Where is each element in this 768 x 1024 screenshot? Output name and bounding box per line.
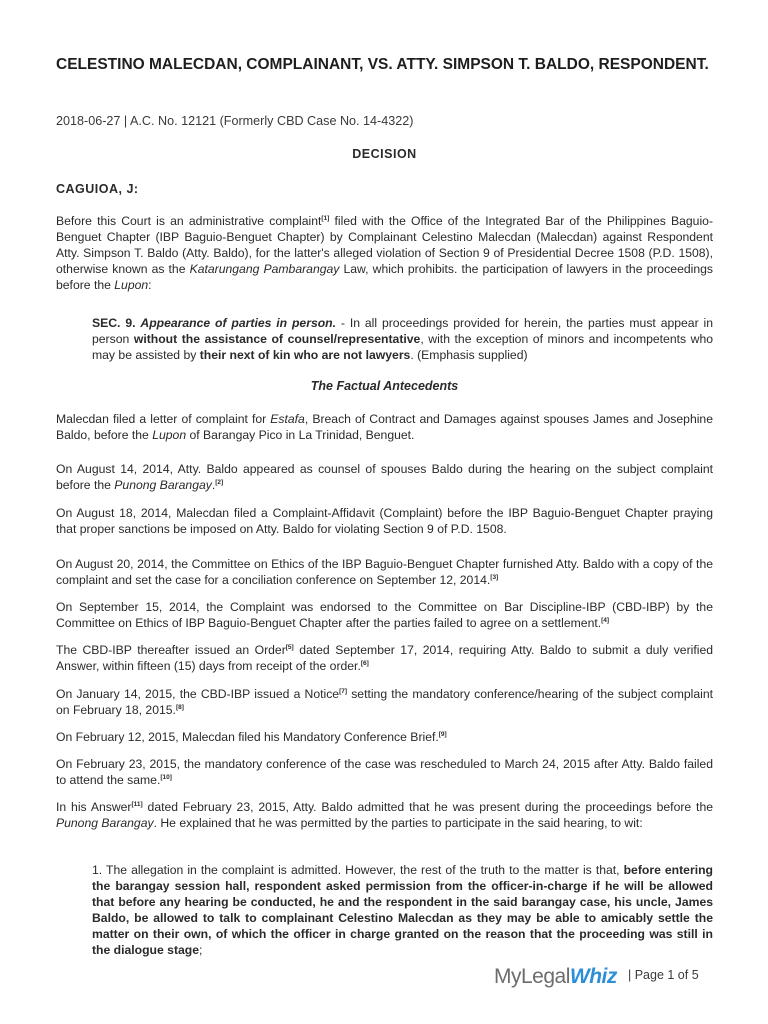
- footnote-ref[interactable]: [7]: [339, 688, 348, 695]
- paragraph-sep15: On September 15, 2014, the Complaint was endorsed to the Committee on Bar Discipline-IBP (CBD-IBP) by the Committee on Ethics of IBP Baguio-Benguet Chapter after the parties failed to agree on a settlement.[4]: [56, 600, 713, 630]
- footnote-ref[interactable]: [3]: [490, 574, 499, 581]
- footnote-ref[interactable]: [4]: [601, 617, 610, 624]
- footnote-ref[interactable]: [6]: [360, 660, 369, 667]
- paragraph-notice: On January 14, 2015, the CBD-IBP issued a Notice[7] setting the mandatory conference/hearing of the subject complaint on February 18, 2015.[8]: [56, 687, 713, 717]
- paragraph-aug20: On August 20, 2014, the Committee on Ethics of the IBP Baguio-Benguet Chapter furnished Atty. Baldo with a copy of the complaint and set the case for a conciliation conference on September 12, 2014.[3]: [56, 557, 713, 587]
- mylegalwhiz-logo[interactable]: MyLegalWhiz: [494, 965, 617, 988]
- case-title: CELESTINO MALECDAN, COMPLAINANT, VS. ATTY. SIMPSON T. BALDO, RESPONDENT.: [56, 56, 709, 73]
- page-footer: [494, 964, 724, 990]
- paragraph-order: The CBD-IBP thereafter issued an Order[5] dated September 17, 2014, requiring Atty. Baldo to submit a duly verified Answer, within fifteen (15) days from receipt of the order.[6]: [56, 643, 714, 673]
- paragraph-answer: In his Answer[11] dated February 23, 2015, Atty. Baldo admitted that he was present during the proceedings before the Punong Barangay. He explained that he was permitted by the parties to participate in the said hearing, to wit:: [56, 800, 713, 830]
- footnote-ref[interactable]: [8]: [175, 704, 184, 711]
- ponente: CAGUIOA, J:: [56, 182, 139, 196]
- footnote-ref[interactable]: [5]: [285, 644, 294, 651]
- page-number: | Page 1 of 5: [628, 968, 699, 982]
- decision-heading: DECISION: [352, 147, 417, 161]
- paragraph-aug14: On August 14, 2014, Atty. Baldo appeared as counsel of spouses Baldo during the hearing on the subject complaint before the Punong Barangay.[2]: [56, 462, 713, 492]
- paragraph-rescheduled: On February 23, 2015, the mandatory conference of the case was rescheduled to March 24, 2015 after Atty. Baldo failed to attend the same.[10]: [56, 757, 713, 787]
- paragraph-brief: On February 12, 2015, Malecdan filed his Mandatory Conference Brief.[9]: [56, 730, 447, 744]
- quoted-answer: 1. The allegation in the complaint is admitted. However, the rest of the truth to the matter is that, before entering the barangay session hall, respondent asked permission from the officer-in-charge if he will be allowed that before any hearing be conducted, he and the respondent in the said barangay case, his uncle, James Baldo, be allowed to talk to complainant Celestino Malecdan as they may be able to amicably settle the matter on their own, of which the officer in charge granted on the reason that the proceeding was still in the dialogue stage;: [92, 863, 713, 957]
- footnote-ref[interactable]: [2]: [215, 479, 224, 486]
- quoted-provision: SEC. 9. Appearance of parties in person. - In all proceedings provided for herein, the parties must appear in person without the assistance of counsel/representative, with the exception of minors and incompetents who may be assisted by their next of kin who are not lawyers. (Emphasis supplied): [92, 316, 714, 362]
- paragraph-intro: Before this Court is an administrative complaint[1] filed with the Office of the Integrated Bar of the Philippines Baguio-Benguet Chapter (IBP Baguio-Benguet Chapter) by Complainant Celestino Malecdan (Malecdan) against Respondent Atty. Simpson T. Baldo (Atty. Baldo), for the latter's alleged violation of Section 9 of Presidential Decree 1508 (P.D. 1508), otherwise known as the Katarungang Pambarangay Law, which prohibits. the participation of lawyers in the proceedings before the Lupon:: [56, 214, 713, 292]
- footnote-ref[interactable]: [9]: [438, 731, 447, 738]
- section-subheading: The Factual Antecedents: [310, 379, 459, 393]
- case-metadata: 2018-06-27 | A.C. No. 12121 (Formerly CBD Case No. 14-4322): [56, 114, 414, 128]
- footnote-ref[interactable]: [10]: [160, 774, 172, 781]
- footnote-ref[interactable]: [11]: [131, 801, 143, 808]
- paragraph-aug18: On August 18, 2014, Malecdan filed a Complaint-Affidavit (Complaint) before the IBP Baguio-Benguet Chapter praying that proper sanctions be imposed on Atty. Baldo for violating Section 9 of P.D. 1508.: [56, 506, 713, 536]
- paragraph-complaint: Malecdan filed a letter of complaint for Estafa, Breach of Contract and Damages against spouses James and Josephine Baldo, before the Lupon of Barangay Pico in La Trinidad, Benguet.: [56, 412, 713, 442]
- footnote-ref[interactable]: [1]: [321, 215, 330, 222]
